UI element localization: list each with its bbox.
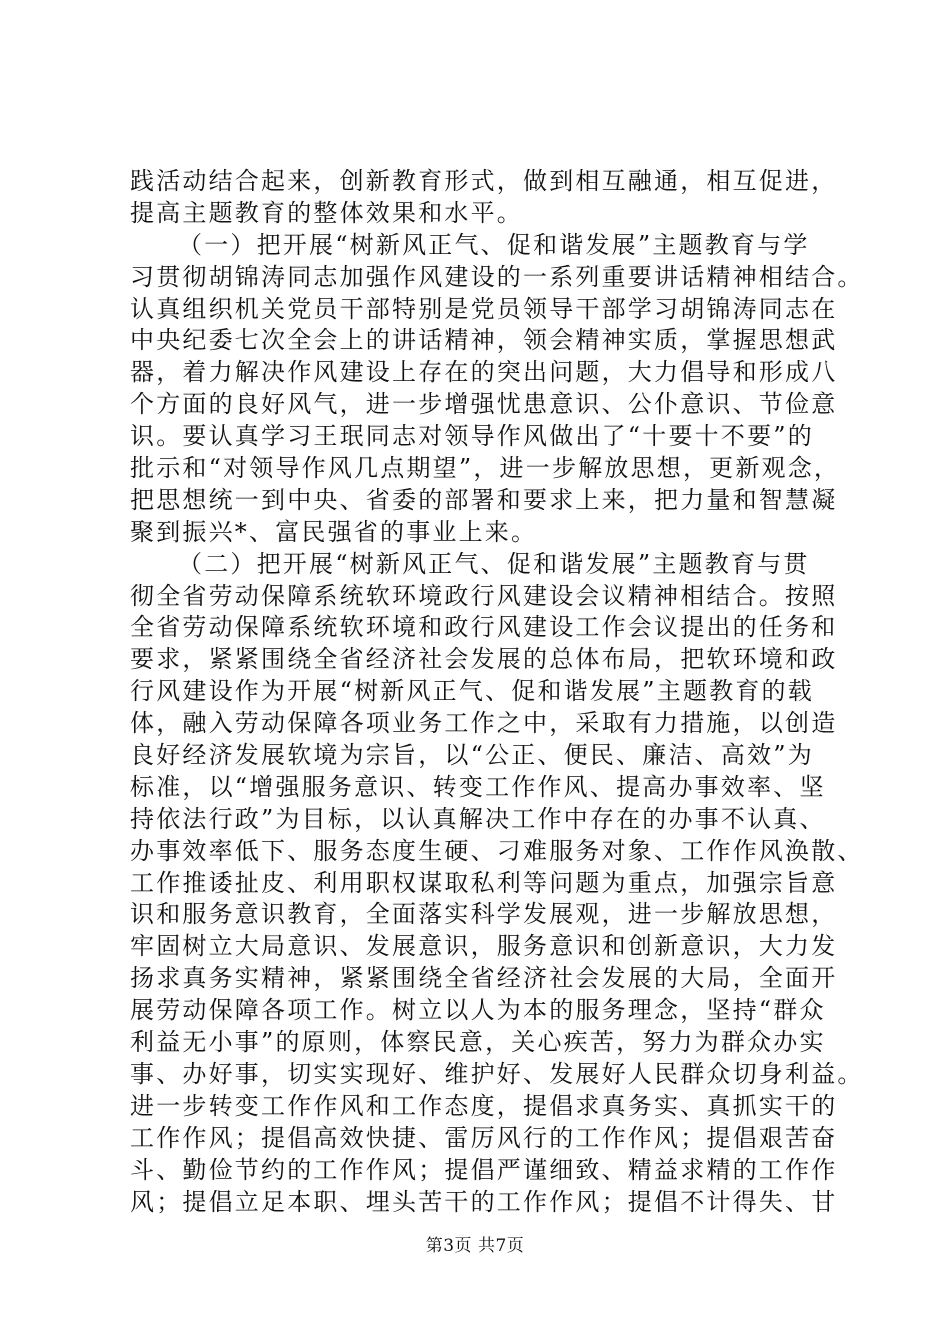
text-line: 利益无小事”的原则，体察民意，关心疾苦，努力为群众办实 (130, 1028, 826, 1057)
text-line: 识。要认真学习王珉同志对领导作风做出了“十要十不要”的 (130, 422, 814, 451)
text-line: 工作推诿扯皮、利用职权谋取私利等问题为重点，加强宗旨意 (130, 868, 838, 897)
text-line: 器，着力解决作风建设上存在的突出问题，大力倡导和形成八 (130, 358, 838, 387)
text-line: 工作作风；提倡高效快捷、雷厉风行的工作作风；提倡艰苦奋 (130, 1123, 838, 1152)
text-line: 认真组织机关党员干部特别是党员领导干部学习胡锦涛同志在 (130, 294, 838, 323)
text-line: 斗、勤俭节约的工作作风；提倡严谨细致、精益求精的工作作 (130, 1155, 838, 1184)
text-line: 良好经济发展软境为宗旨，以“公正、便民、廉洁、高效”为 (130, 741, 814, 770)
text-line: 风；提倡立足本职、埋头苦干的工作作风；提倡不计得失、甘 (130, 1187, 838, 1216)
section-heading-line: （一）把开展“树新风正气、促和谐发展”主题教育与学 (178, 230, 810, 259)
text-line: 彻全省劳动保障系统软环境政行风建设会议精神相结合。按照 (130, 581, 838, 610)
section-heading-line: （二）把开展“树新风正气、促和谐发展”主题教育与贯 (178, 549, 810, 578)
text-line: 识和服务意识教育，全面落实科学发展观，进一步解放思想， (130, 900, 838, 929)
text-line: 体，融入劳动保障各项业务工作之中，采取有力措施，以创造 (130, 709, 838, 738)
text-line: 持依法行政”为目标，以认真解决工作中存在的办事不认真、 (130, 804, 826, 833)
text-line: 标准，以“增强服务意识、转变工作作风、提高办事效率、坚 (130, 772, 826, 801)
text-line: 办事效率低下、服务态度生硬、刁难服务对象、工作作风涣散、 (130, 836, 864, 865)
text-line: 展劳动保障各项工作。树立以人为本的服务理念，坚持“群众 (130, 996, 826, 1025)
text-line: 个方面的良好风气，进一步增强忧患意识、公仆意识、节俭意 (130, 390, 838, 419)
text-line: 践活动结合起来，创新教育形式，做到相互融通，相互促进， (130, 167, 838, 195)
page-number-footer: 第3页 共7页 (425, 1236, 525, 1256)
text-line: 把思想统一到中央、省委的部署和要求上来，把力量和智慧凝 (130, 485, 838, 514)
text-line: 聚到振兴*、富民强省的事业上来。 (130, 517, 538, 546)
text-line: 提高主题教育的整体效果和水平。 (130, 198, 523, 227)
document-body (130, 166, 864, 1218)
text-line: 进一步转变工作作风和工作态度，提倡求真务实、真抓实干的 (130, 1091, 838, 1120)
text-line: 行风建设作为开展“树新风正气、促和谐发展”主题教育的载 (130, 677, 814, 706)
text-line: 中央纪委七次全会上的讲话精神，领会精神实质，掌握思想武 (130, 326, 838, 355)
text-line: 习贯彻胡锦涛同志加强作风建设的一系列重要讲话精神相结合。 (130, 262, 864, 291)
text-line: 扬求真务实精神，紧紧围绕全省经济社会发展的大局，全面开 (130, 964, 838, 993)
text-line: 牢固树立大局意识、发展意识，服务意识和创新意识，大力发 (130, 932, 838, 961)
text-line: 批示和“对领导作风几点期望”，进一步解放思想，更新观念， (130, 454, 841, 483)
text-line: 事、办好事，切实实现好、维护好、发展好人民群众切身利益。 (130, 1059, 864, 1088)
text-line: 要求，紧紧围绕全省经济社会发展的总体布局，把软环境和政 (130, 645, 838, 674)
text-line: 全省劳动保障系统软环境和政行风建设工作会议提出的任务和 (130, 613, 838, 642)
